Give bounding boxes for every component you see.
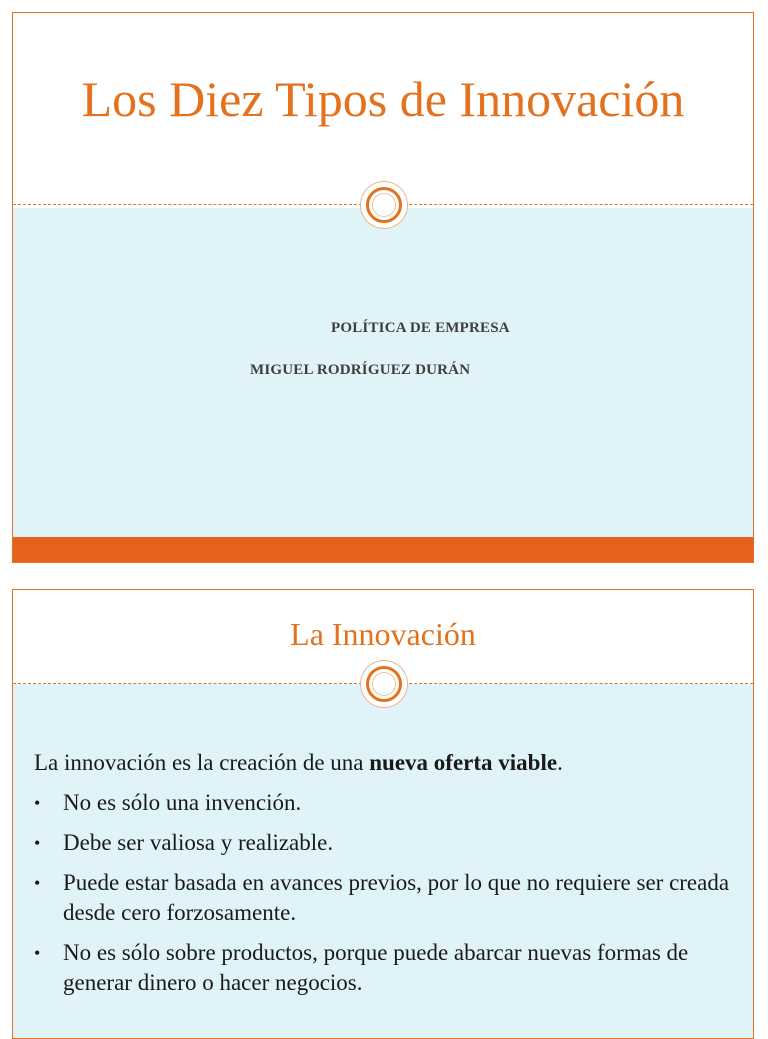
bullet-icon: • <box>34 873 41 893</box>
intro-paragraph <box>34 748 734 778</box>
intro-highlight: nueva oferta viable <box>369 750 558 775</box>
intro-prefix: La innovación es la creación de una <box>34 750 370 775</box>
ring-ornament-icon <box>366 187 402 223</box>
slide-2 <box>12 589 754 1039</box>
list-item-text: Puede estar basada en avances previos, por lo que no requiere ser creada desde cero forzosamente. <box>63 870 730 925</box>
bullet-icon: • <box>34 833 41 853</box>
bullet-icon: • <box>34 793 41 813</box>
list-item <box>34 828 734 858</box>
ring-ornament-icon <box>366 666 402 702</box>
list-item <box>34 938 734 998</box>
bullet-list <box>34 788 734 1008</box>
bullet-icon: • <box>34 943 41 963</box>
author-name: MIGUEL RODRÍGUEZ DURÁN <box>250 362 471 378</box>
slide-1-content-area <box>13 208 753 563</box>
list-item-text: No es sólo sobre productos, porque puede abarcar nuevas formas de generar dinero o hacer negocios. <box>63 940 689 995</box>
list-item-text: No es sólo una invención. <box>63 790 302 815</box>
slide-1 <box>12 12 754 563</box>
list-item <box>34 868 734 928</box>
footer-bar <box>13 537 753 562</box>
intro-suffix: . <box>557 750 563 775</box>
slide-2-title: La Innovación <box>290 616 476 652</box>
list-item-text: Debe ser valiosa y realizable. <box>63 830 334 855</box>
list-item <box>34 788 734 818</box>
slide-1-title: Los Diez Tipos de Innovación <box>81 71 685 127</box>
slide-1-title-area <box>13 13 753 208</box>
course-name: POLÍTICA DE EMPRESA <box>331 320 510 336</box>
